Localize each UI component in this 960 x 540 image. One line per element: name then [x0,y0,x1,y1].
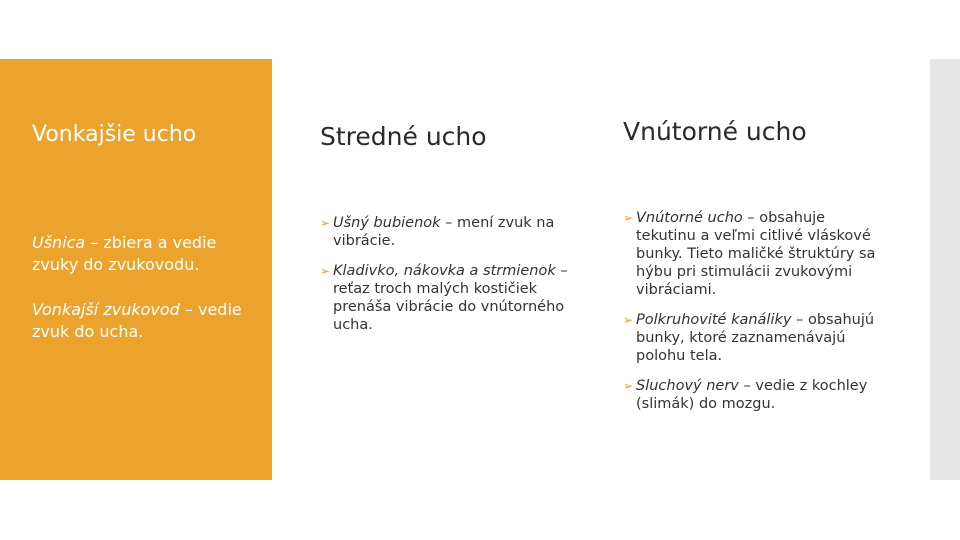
list-item [623,209,888,299]
arrow-bullet-icon: ➢ [623,379,634,393]
item-text: – vedie z kochley (slimák) do mozgu. [636,378,868,412]
arrow-bullet-icon: ➢ [320,264,331,278]
list-item [32,299,267,343]
item-term: Ušný bubienok [333,215,441,231]
outer-ear-heading: Vonkajšie ucho [32,122,197,147]
item-text: – zbiera a vedie zvuky do zvukovodu. [32,233,217,274]
list-item [32,232,267,276]
item-text: – reťaz troch malých kostičiek prenáša vibrácie do vnútorného ucha. [333,263,568,333]
arrow-bullet-icon: ➢ [623,211,634,225]
item-term: Vonkajší zvukovod [32,300,180,319]
list-item [320,262,582,334]
list-item [623,311,888,365]
list-item [623,377,888,413]
arrow-bullet-icon: ➢ [623,313,634,327]
item-text: – obsahuje tekutinu a veľmi citlivé vláskové bunky. Tieto maličké štruktúry sa hýbu pri stimulácii zvukovými vibráciami. [636,210,876,298]
item-term: Vnútorné ucho [636,210,743,226]
item-term: Kladivko, nákovka a strmienok [333,263,556,279]
gray-side-strip [930,59,960,480]
middle-ear-list [320,214,582,346]
list-item [320,214,582,250]
item-term: Sluchový nerv [636,378,739,394]
item-term: Ušnica [32,233,86,252]
item-text: – vedie zvuk do ucha. [32,300,242,341]
item-text: – mení zvuk na vibrácie. [333,215,555,249]
outer-ear-list [32,232,267,366]
item-term: Polkruhovité kanáliky [636,312,792,328]
inner-ear-list [623,209,888,425]
inner-ear-heading: Vnútorné ucho [623,117,807,146]
item-text: – obsahujú bunky, ktoré zaznamenávajú polohu tela. [636,312,875,364]
middle-ear-heading: Stredné ucho [320,122,487,151]
arrow-bullet-icon: ➢ [320,216,331,230]
